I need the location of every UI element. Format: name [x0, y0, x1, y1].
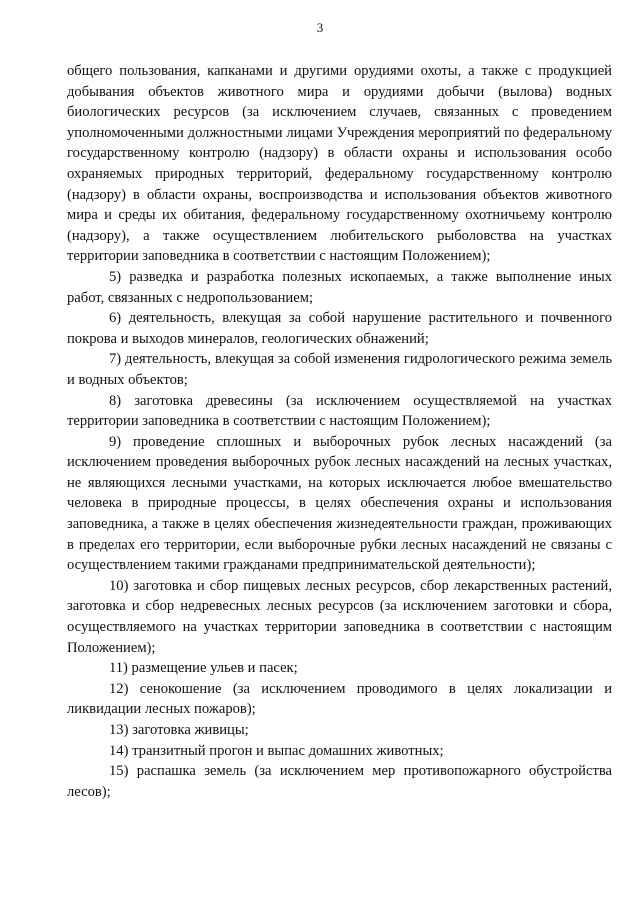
list-item-5: 5) разведка и разработка полезных ископаемых, а также выполнение иных работ, связанных с недропользованием;	[67, 268, 612, 306]
list-item-10: 10) заготовка и сбор пищевых лесных ресурсов, сбор лекарственных растений, заготовка и сбор недревесных лесных ресурсов (за исключением заготовки и сбора, осуществляемого на участках территории заповедника в соответствии с настоящим Положением);	[67, 577, 612, 656]
list-item-12: 12) сенокошение (за исключением проводимого в целях локализации и ликвидации лесных пожаров);	[67, 680, 612, 718]
list-item-7: 7) деятельность, влекущая за собой изменения гидрологического режима земель и водных объектов;	[67, 351, 612, 388]
document-body	[67, 61, 612, 802]
list-item-15: 15) распашка земель (за исключением мер противопожарного обустройства лесов);	[67, 763, 612, 800]
page-number: 3	[316, 20, 324, 35]
list-item-11: 11) размещение ульев и пасек;	[109, 660, 298, 677]
paragraph-continuation: общего пользования, капканами и другими орудиями охоты, а также с продукцией добывания объектов животного мира и орудиями добычи (вылова) водных биологических ресурсов (за исключением случаев, связанных с проведением уполномоченными должностными лицами Учреждения мероприятий по федеральному государственному контролю (надзору) в области охраны и использования особо охраняемых природных территорий, федеральному государственному контролю (надзору) в области охраны, воспроизводства и использования объектов животного мира и среды их обитания, федеральному государственному охотничьему контролю (надзору), а также осуществлением любительского рыболовства на участках территории заповедника в соответствии с настоящим Положением);	[67, 63, 612, 265]
list-item-9: 9) проведение сплошных и выборочных рубок лесных насаждений (за исключением проведения выборочных рубок лесных насаждений на лесных участках, не являющихся лесными участками, на которых исключается любое вмешательство человека в природные процессы, в целях обеспечения охраны и использования заповедника, а также в целях обеспечения жизнедеятельности граждан, проживающих в пределах его территории, если выборочные рубки лесных насаждений не связаны с осуществлением такими гражданами предпринимательской деятельности);	[67, 433, 612, 574]
list-item-8: 8) заготовка древесины (за исключением осуществляемой на участках территории заповедника в соответствии с настоящим Положением);	[67, 392, 612, 430]
list-item-13: 13) заготовка живицы;	[109, 722, 249, 738]
list-item-14: 14) транзитный прогон и выпас домашних животных;	[109, 742, 444, 759]
list-item-6: 6) деятельность, влекущая за собой нарушение растительного и почвенного покрова и выходов минералов, геологических обнажений;	[67, 310, 612, 347]
